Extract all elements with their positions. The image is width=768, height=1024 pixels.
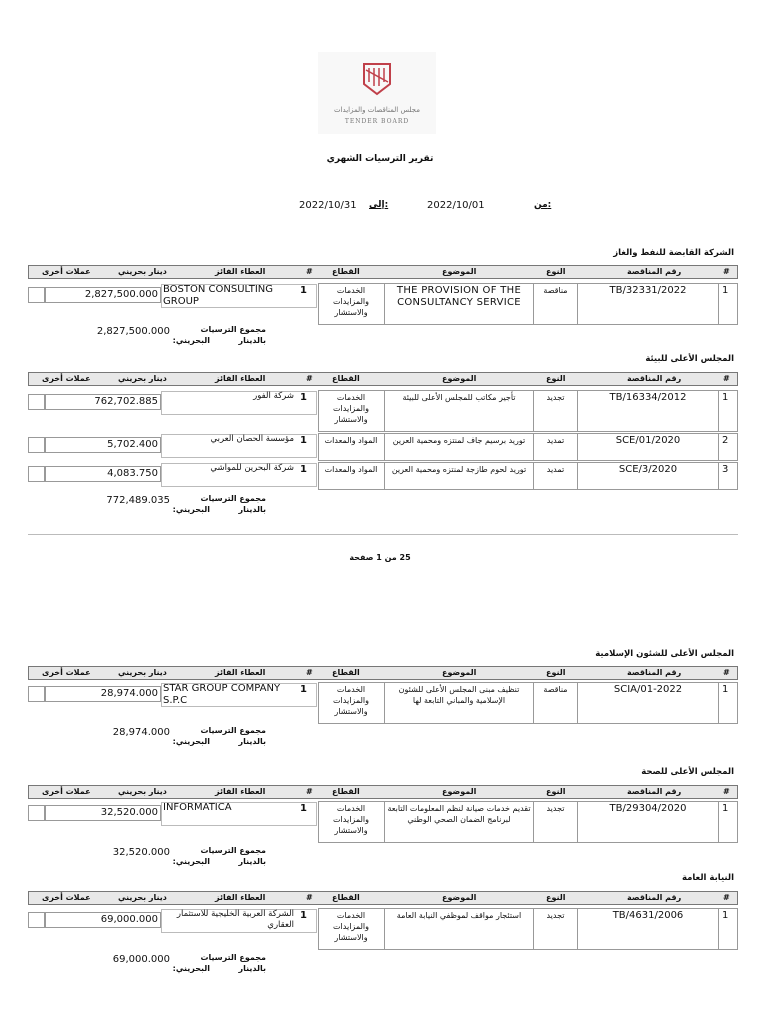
col-header-bhd: دينار بحريني: [118, 787, 167, 796]
tender-type: تجديد: [546, 804, 565, 813]
table-header: [28, 891, 738, 905]
col-header-bhd: دينار بحريني: [118, 267, 167, 276]
tender-board-emblem-icon: [362, 62, 392, 96]
column-divider: [384, 908, 385, 950]
from-date: 2022/10/01: [427, 200, 485, 211]
page-divider: [28, 534, 738, 535]
tender-sector: الخدمات والمزايدات والاستشار: [333, 685, 369, 716]
tender-type: مناقصة: [543, 685, 568, 694]
row-index: 3: [722, 464, 729, 475]
logo-english-text: TENDER BOARD: [344, 118, 410, 125]
amount-bhd: 762,702.885: [94, 396, 158, 407]
total-label: مجموع الترسيات بالدينار: [200, 325, 266, 345]
table-header: [28, 372, 738, 386]
tender-type: مناقصة: [543, 286, 568, 295]
column-divider: [384, 433, 385, 461]
winner-name: شركة البحرين للمواشي: [210, 463, 294, 473]
section-total: 772,489.035: [106, 495, 170, 506]
col-header-index: #: [723, 668, 730, 677]
total-label-suffix: البحريني:: [172, 336, 210, 345]
tender-sector: الخدمات والمزايدات والاستشار: [333, 911, 369, 942]
other-currency-field[interactable]: [28, 437, 45, 453]
column-divider: [718, 433, 719, 461]
tender-type: تمديد: [546, 436, 565, 445]
column-divider: [718, 801, 719, 843]
table-header: [28, 785, 738, 799]
section-title: الشركة القابضة للنفط والغاز: [613, 248, 734, 258]
col-header-winner: العطاء الفائز: [215, 374, 266, 383]
winner-index: 1: [300, 285, 307, 296]
table-header: [28, 666, 738, 680]
col-header-type: النوع: [546, 374, 566, 383]
col-header-other-currency: عملات أخرى: [42, 267, 91, 276]
other-currency-field[interactable]: [28, 394, 45, 410]
col-header-index: #: [723, 374, 730, 383]
tender-number: SCE/01/2020: [615, 435, 681, 446]
col-header-sector: القطاع: [332, 374, 360, 383]
column-divider: [718, 908, 719, 950]
col-header-winner: العطاء الفائز: [215, 267, 266, 276]
col-header-hash: #: [306, 668, 313, 677]
winner-name: STAR GROUP COMPANY S.P.C: [163, 683, 281, 706]
winner-index: 1: [300, 392, 307, 403]
tender-subject: تقديم خدمات صيانة لنظم المعلومات التابعة لبرنامج الضمان الصحي الوطني: [387, 804, 531, 824]
amount-bhd: 69,000.000: [100, 914, 158, 925]
col-header-subject: الموضوع: [442, 893, 477, 902]
col-header-tender-number: رقم المناقصة: [627, 787, 682, 796]
col-header-other-currency: عملات أخرى: [42, 893, 91, 902]
row-index: 1: [722, 910, 729, 921]
amount-bhd: 2,827,500.000: [84, 289, 158, 300]
column-divider: [384, 390, 385, 432]
col-header-tender-number: رقم المناقصة: [627, 893, 682, 902]
other-currency-field[interactable]: [28, 912, 45, 928]
col-header-subject: الموضوع: [442, 374, 477, 383]
to-label: إلى:: [369, 200, 389, 210]
column-divider: [384, 682, 385, 724]
amount-bhd: 4,083.750: [107, 468, 158, 479]
tender-subject: THE PROVISION OF THE CONSULTANCY SERVICE: [396, 285, 522, 308]
col-header-sector: القطاع: [332, 787, 360, 796]
to-date: 2022/10/31: [299, 200, 357, 211]
total-label: مجموع الترسيات بالدينار: [200, 846, 266, 866]
col-header-type: النوع: [546, 787, 566, 796]
winner-index: 1: [300, 464, 307, 475]
amount-bhd: 5,702.400: [107, 439, 158, 450]
col-header-sector: القطاع: [332, 893, 360, 902]
col-header-hash: #: [306, 374, 313, 383]
col-header-index: #: [723, 267, 730, 276]
col-header-sector: القطاع: [332, 668, 360, 677]
tender-number: TB/16334/2012: [609, 392, 687, 403]
col-header-type: النوع: [546, 893, 566, 902]
winner-name: الشركة العربية الخليجية للاستثمار العقاري: [176, 909, 294, 930]
section-total: 69,000.000: [112, 954, 170, 965]
tender-number: SCIA/01-2022: [613, 684, 683, 695]
total-label: مجموع الترسيات بالدينار: [200, 726, 266, 746]
row-index: 1: [722, 684, 729, 695]
section-title: النيابة العامة: [681, 873, 734, 883]
total-label: مجموع الترسيات بالدينار: [200, 953, 266, 973]
row-index: 1: [722, 285, 729, 296]
winner-name: INFORMATICA: [163, 802, 232, 813]
other-currency-field[interactable]: [28, 287, 45, 303]
col-header-type: النوع: [546, 668, 566, 677]
winner-index: 1: [300, 435, 307, 446]
tender-subject: استئجار مواقف لموظفي النيابة العامة: [396, 911, 522, 920]
row-index: 2: [722, 435, 729, 446]
winner-index: 1: [300, 803, 307, 814]
tender-number: TB/32331/2022: [609, 285, 687, 296]
column-divider: [718, 390, 719, 432]
column-divider: [718, 682, 719, 724]
tender-sector: الخدمات والمزايدات والاستشار: [333, 804, 369, 835]
from-label: من:: [534, 200, 552, 210]
winner-index: 1: [300, 910, 307, 921]
col-header-index: #: [723, 893, 730, 902]
col-header-subject: الموضوع: [442, 668, 477, 677]
col-header-sector: القطاع: [332, 267, 360, 276]
row-index: 1: [722, 392, 729, 403]
total-label: مجموع الترسيات بالدينار: [200, 494, 266, 514]
total-label-suffix: البحريني:: [172, 505, 210, 514]
table-header: [28, 265, 738, 279]
section-total: 2,827,500.000: [96, 326, 170, 337]
col-header-other-currency: عملات أخرى: [42, 787, 91, 796]
col-header-type: النوع: [546, 267, 566, 276]
other-currency-field[interactable]: [28, 466, 45, 482]
col-header-other-currency: عملات أخرى: [42, 668, 91, 677]
tender-number: SCE/3/2020: [618, 464, 678, 475]
col-header-bhd: دينار بحريني: [118, 374, 167, 383]
col-header-tender-number: رقم المناقصة: [627, 668, 682, 677]
col-header-subject: الموضوع: [442, 267, 477, 276]
total-label-suffix: البحريني:: [172, 964, 210, 973]
winner-name: شركة الفور: [253, 391, 294, 401]
tender-sector: الخدمات والمزايدات والاستشار: [333, 393, 369, 424]
section-title: المجلس الأعلى للشئون الإسلامية: [595, 649, 734, 659]
logo: [318, 52, 436, 134]
tender-subject: توريد برسيم جاف لمنتزه ومحمية العرين: [392, 436, 526, 445]
total-label-suffix: البحريني:: [172, 857, 210, 866]
winner-index: 1: [300, 684, 307, 695]
total-label-suffix: البحريني:: [172, 737, 210, 746]
col-header-bhd: دينار بحريني: [118, 668, 167, 677]
tender-sector: المواد والمعدات: [324, 436, 378, 445]
tender-sector: الخدمات والمزايدات والاستشار: [333, 286, 369, 317]
other-currency-field[interactable]: [28, 686, 45, 702]
row-index: 1: [722, 803, 729, 814]
col-header-other-currency: عملات أخرى: [42, 374, 91, 383]
section-title: المجلس الأعلى للصحة: [641, 767, 734, 777]
tender-number: TB/4631/2006: [612, 910, 684, 921]
tender-subject: تنظيف مبنى المجلس الأعلى للشئون الإسلامية والمباني التابعة لها: [398, 685, 520, 705]
winner-name: مؤسسة الحصان العربي: [210, 434, 294, 444]
col-header-tender-number: رقم المناقصة: [627, 267, 682, 276]
section-title: المجلس الأعلى للبيئة: [645, 354, 734, 364]
col-header-winner: العطاء الفائز: [215, 668, 266, 677]
col-header-subject: الموضوع: [442, 787, 477, 796]
other-currency-field[interactable]: [28, 805, 45, 821]
tender-type: تمديد: [546, 465, 565, 474]
col-header-hash: #: [306, 787, 313, 796]
column-divider: [718, 283, 719, 325]
tender-type: تجديد: [546, 911, 565, 920]
column-divider: [384, 283, 385, 325]
col-header-tender-number: رقم المناقصة: [627, 374, 682, 383]
column-divider: [718, 462, 719, 490]
amount-bhd: 32,520.000: [100, 807, 158, 818]
logo-arabic-text: مجلس المناقصات والمزايدات: [334, 106, 420, 114]
column-divider: [384, 462, 385, 490]
page-number: 25 من 1 صفحة: [349, 553, 411, 562]
col-header-hash: #: [306, 267, 313, 276]
tender-type: تجديد: [546, 393, 565, 402]
col-header-bhd: دينار بحريني: [118, 893, 167, 902]
report-title: تقرير الترسيات الشهري: [326, 154, 434, 164]
col-header-winner: العطاء الفائز: [215, 893, 266, 902]
tender-subject: تأجير مكاتب للمجلس الأعلى للبيئة: [402, 393, 516, 402]
tender-sector: المواد والمعدات: [324, 465, 378, 474]
amount-bhd: 28,974.000: [100, 688, 158, 699]
col-header-hash: #: [306, 893, 313, 902]
col-header-winner: العطاء الفائز: [215, 787, 266, 796]
column-divider: [384, 801, 385, 843]
col-header-index: #: [723, 787, 730, 796]
section-total: 28,974.000: [112, 727, 170, 738]
tender-number: TB/29304/2020: [609, 803, 687, 814]
winner-name: BOSTON CONSULTING GROUP: [163, 284, 274, 307]
section-total: 32,520.000: [112, 847, 170, 858]
tender-subject: توريد لحوم طازجة لمنتزه ومحمية العرين: [391, 465, 527, 474]
